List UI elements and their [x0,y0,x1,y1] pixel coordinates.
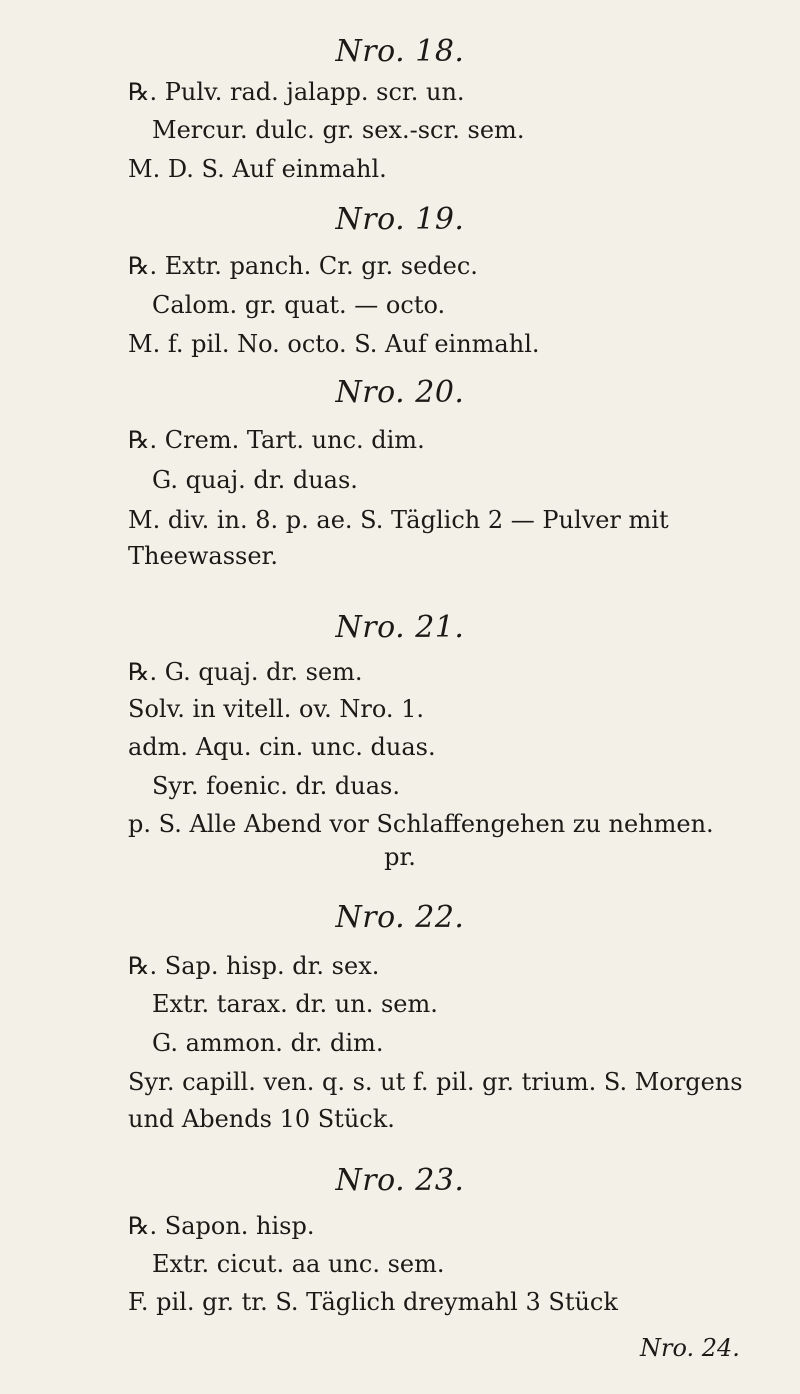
recipe-line: Extr. cicut. aa unc. sem. [152,1250,445,1278]
recipe-line: pr. [384,843,416,871]
recipe-line: G. quaj. dr. duas. [152,466,358,494]
recipe-line: ℞. Extr. panch. Cr. gr. sedec. [128,252,478,280]
recipe-line: Extr. tarax. dr. un. sem. [152,990,438,1018]
recipe-line: Syr. foenic. dr. duas. [152,772,400,800]
recipe-line: p. S. Alle Abend vor Schlaffengehen zu nehmen. [128,810,714,838]
recipe-title: Nro. 23. [335,1163,465,1198]
recipe-line: Theewasser. [128,542,279,570]
recipe-line: G. ammon. dr. dim. [152,1029,384,1057]
recipe-line: ℞. Sap. hisp. dr. sex. [128,952,380,980]
recipe-title: Nro. 21. [335,610,465,645]
recipe-line: ℞. Pulv. rad. jalapp. scr. un. [128,78,465,106]
recipe-line: M. div. in. 8. p. ae. S. Täglich 2 — Pulver mit [128,506,669,534]
recipe-line: ℞. Sapon. hisp. [128,1212,315,1240]
catchword: Nro. 24. [640,1334,740,1362]
recipe-title: Nro. 22. [335,900,465,935]
recipe-line: Mercur. dulc. gr. sex.-scr. sem. [152,116,525,144]
recipe-line: Syr. capill. ven. q. s. ut f. pil. gr. trium. S. Morgens [128,1068,743,1096]
recipe-line: ℞. Crem. Tart. unc. dim. [128,426,425,454]
recipe-line: ℞. G. quaj. dr. sem. [128,658,363,686]
recipe-line: Calom. gr. quat. — octo. [152,291,446,319]
recipe-title: Nro. 20. [335,375,465,410]
recipe-title: Nro. 19. [335,202,465,237]
recipe-line: adm. Aqu. cin. unc. duas. [128,733,436,761]
recipe-line: und Abends 10 Stück. [128,1105,395,1133]
recipe-line: M. f. pil. No. octo. S. Auf einmahl. [128,330,540,358]
page-header: Nro. 18. [335,34,465,69]
recipe-line: Solv. in vitell. ov. Nro. 1. [128,695,425,723]
recipe-line: F. pil. gr. tr. S. Täglich dreymahl 3 Stück [128,1288,618,1316]
recipe-line: M. D. S. Auf einmahl. [128,155,387,183]
